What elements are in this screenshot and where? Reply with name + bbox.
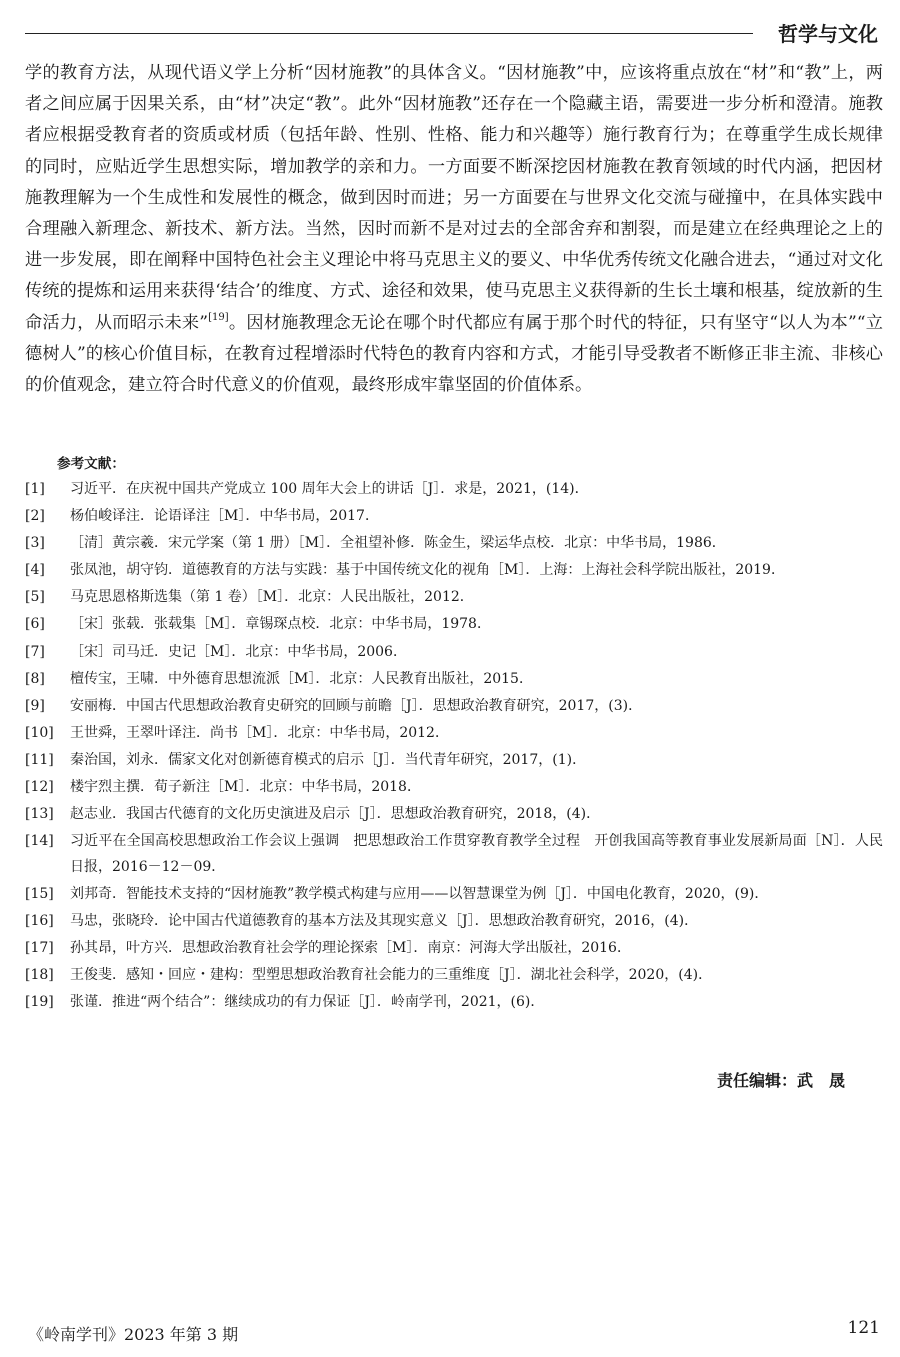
reference-item [25, 990, 883, 1016]
reference-text: 张谨．推进“两个结合”：继续成功的有力保证［J］．岭南学刊，2021，(6)． [70, 994, 545, 1011]
paragraph-text-after: 。因材施教理念无论在哪个时代都应有属于那个时代的特征，只有坚守“以人为本”“立德树人”的核心价值目标，在教育过程增添时代特色的教育内容和方式，才能引导受教者不断修正非主流、非核心的价值观念，建立符合时代意义的价值观，最终形成牢靠坚固的价值体系。 [25, 312, 883, 396]
reference-number: [9] [25, 697, 45, 714]
reference-item [25, 558, 883, 584]
reference-number: [12] [25, 779, 54, 796]
reference-number: [6] [25, 616, 45, 633]
reference-text: 赵志业．我国古代德育的文化历史演进及启示［J］．思想政治教育研究，2018，(4)． [70, 806, 601, 823]
reference-number: [5] [25, 589, 45, 606]
references-heading: 参考文献： [57, 456, 125, 472]
reference-text: 楼宇烈主撰．荀子新注［M］．北京：中华书局，2018． [70, 779, 421, 796]
reference-text: 孙其昂，叶方兴．思想政治教育社会学的理论探索［M］．南京：河海大学出版社，2016． [70, 940, 631, 956]
reference-item [25, 882, 883, 908]
reference-text: 刘邦奇．智能技术支持的“因材施教”教学模式构建与应用——以智慧课堂为例［J］．中国电化教育，2020，(9)． [70, 885, 769, 902]
reference-item [25, 531, 883, 557]
reference-item [25, 721, 883, 747]
reference-item [25, 640, 883, 666]
reference-number: [8] [25, 670, 45, 687]
body-text [25, 58, 883, 401]
reference-text: ［清］黄宗羲．宋元学案（第 1 册）［M］．全祖望补修．陈金生，梁运华点校．北京：中华书局，1986． [70, 535, 726, 552]
reference-text: 马克思恩格斯选集（第 1 卷）［M］．北京：人民出版社，2012． [70, 589, 474, 606]
reference-item [25, 612, 883, 638]
reference-item [25, 802, 883, 828]
paragraph-text: 学的教育方法，从现代语义学上分析“因材施教”的具体含义。“因材施教”中，应该将重点放在“材”和“教”上，两者之间应属于因果关系，由“材”决定“教”。此外“因材施教”还存在一个隐藏主语，需要进一步分析和澄清。施教者应根据受教育者的资质或材质（包括年龄、性别、性格、能力和兴趣等）施行教育行为；在尊重学生成长规律的同时，应贴近学生思想实际，增加教学的亲和力。一方面要不断深挖因材施教在教育领域的时代内涵，把因材施教理解为一个生成性和发展性的概念，做到因时而进；另一方面要在与世界文化交流与碰撞中，在具体实践中合理融入新理念、新技术、新方法。当然，因时而新不是对过去的全部舍弃和割裂，而是建立在经典理论之上的进一步发展，即在阐释中国特色社会主义理论中将马克思主义的要义、中华优秀传统文化融合进去，“通过对文化传统的提炼和运用来获得‘结合’的维度、方式、途径和效果，使马克思主义获得新的生长土壤和根基，绽放新的生命活力，从而昭示未来” [25, 63, 883, 333]
reference-number: [18] [25, 967, 54, 984]
reference-number: [3] [25, 535, 45, 552]
reference-item [25, 694, 883, 720]
reference-number: [10] [25, 724, 54, 741]
paragraph [25, 58, 883, 401]
reference-number: [11] [25, 751, 54, 768]
header-rule [25, 33, 753, 34]
responsible-editor: 责任编辑：武 晟 [716, 1071, 845, 1090]
reference-number: [19] [25, 994, 54, 1011]
reference-number: [1] [25, 481, 45, 497]
reference-number: [15] [25, 885, 54, 902]
reference-item [25, 667, 883, 693]
reference-item [25, 477, 883, 503]
reference-number: [14] [25, 833, 54, 850]
reference-item [25, 504, 883, 530]
section-title: 哲学与文化 [778, 22, 878, 46]
reference-number: [16] [25, 912, 54, 929]
reference-number: [4] [25, 562, 45, 579]
reference-number: [13] [25, 806, 54, 823]
reference-text: 王世舜，王翠叶译注．尚书［M］．北京：中华书局，2012． [70, 724, 449, 741]
reference-number: [17] [25, 940, 54, 956]
page-number: 121 [847, 1318, 880, 1338]
reference-text: 杨伯峻译注．论语译注［M］．中华书局，2017． [70, 508, 379, 525]
reference-text: 秦治国，刘永．儒家文化对创新德育模式的启示［J］．当代青年研究，2017，(1)． [70, 751, 587, 768]
reference-text: 习近平．在庆祝中国共产党成立 100 周年大会上的讲话［J］．求是，2021，(14)． [70, 481, 589, 497]
reference-text: ［宋］司马迁．史记［M］．北京：中华书局，2006． [70, 643, 407, 660]
reference-number: [2] [25, 508, 45, 525]
reference-item [25, 936, 883, 962]
reference-number: [7] [25, 643, 45, 660]
reference-item [25, 909, 883, 935]
citation-marker[interactable]: [19] [208, 311, 229, 323]
reference-list [25, 477, 883, 1017]
journal-issue: 《岭南学刊》2023 年第 3 期 [28, 1325, 239, 1344]
reference-item [25, 748, 883, 774]
reference-text: 安丽梅．中国古代思想政治教育史研究的回顾与前瞻［J］．思想政治教育研究，2017，(3)． [70, 697, 643, 714]
reference-text: 张凤池，胡守钧．道德教育的方法与实践：基于中国传统文化的视角［M］．上海：上海社会科学院出版社，2019． [70, 562, 785, 579]
reference-text: 檀传宝，王啸．中外德育思想流派［M］．北京：人民教育出版社，2015． [70, 670, 533, 687]
reference-text: 习近平在全国高校思想政治工作会议上强调 把思想政治工作贯穿教育教学全过程 开创我国高等教育事业发展新局面［N］．人民日报，2016－12－09． [70, 833, 883, 875]
reference-item [25, 585, 883, 611]
reference-text: 王俊斐．感知・回应・建构：型塑思想政治教育社会能力的三重维度［J］．湖北社会科学，2020，(4)． [70, 967, 713, 984]
reference-item [25, 829, 883, 880]
reference-item [25, 963, 883, 989]
reference-item [25, 775, 883, 801]
reference-text: ［宋］张载．张载集［M］．章锡琛点校．北京：中华书局，1978． [70, 616, 491, 633]
reference-text: 马忠，张晓玲．论中国古代道德教育的基本方法及其现实意义［J］．思想政治教育研究，2016，(4)． [70, 912, 699, 929]
